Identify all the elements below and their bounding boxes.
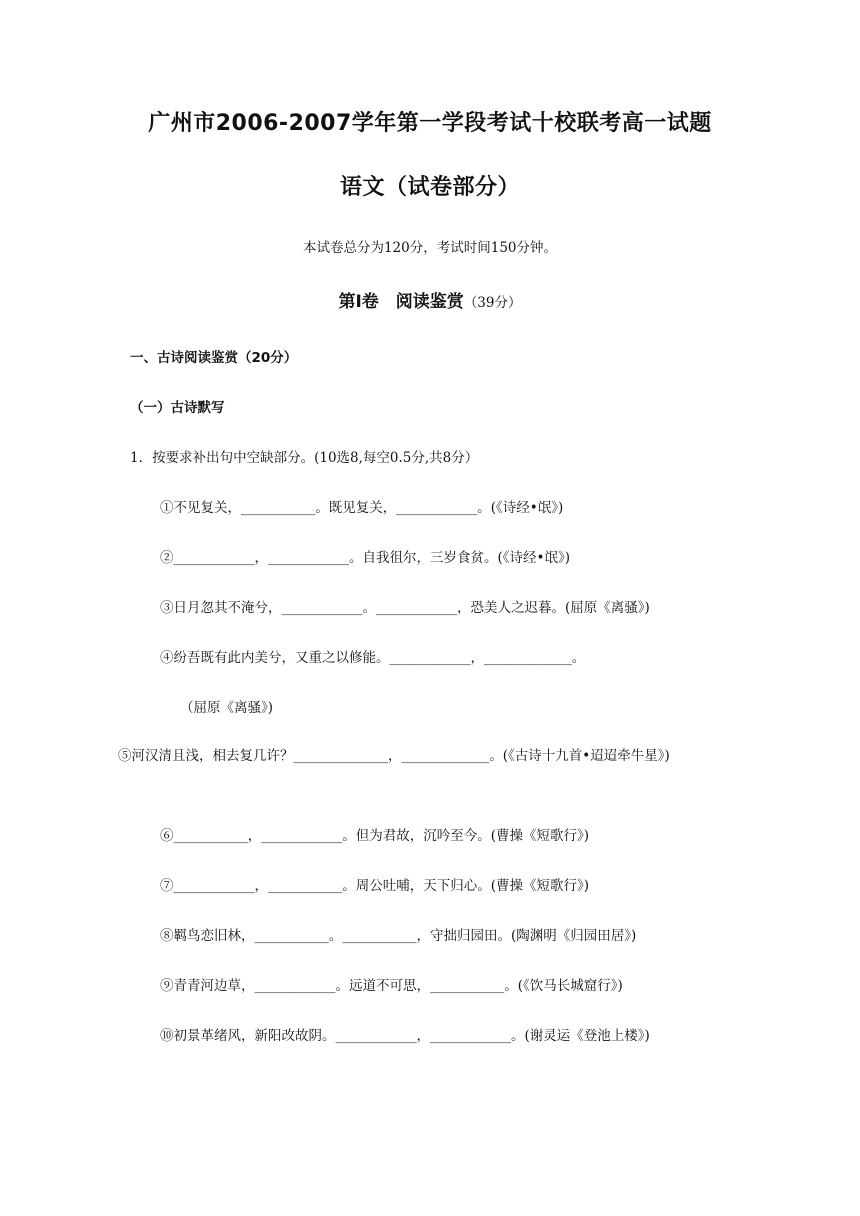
list-item: ⑩初景革绪风，新阳改故阴。____________，____________。(谢灵运《登池上楼》) (160, 1028, 650, 1044)
list-item: ⑥___________，____________。但为君故，沉吟至今。(曹操《短歌行》) (160, 828, 590, 844)
exam-subtitle: 语文（试卷部分） (339, 175, 520, 200)
part-one-heading: 一、古诗阅读鉴赏（20分） (130, 350, 298, 366)
list-item: ⑨青青河边草，____________。远道不可思，___________。(《饮马长城窟行》) (160, 978, 623, 994)
list-item: ⑤河汉清且浅，相去复几许？______________，_____________。(《古诗十九首•迢迢牵牛星》) (118, 748, 670, 764)
list-item: ②____________，____________。自我徂尔，三岁食贫。(《诗经•氓》) (160, 550, 570, 566)
exam-title: 广州市2006-2007学年第一学段考试十校联考高一试题 (148, 111, 712, 136)
question-1: 1．按要求补出句中空缺部分。(10选8,每空0.5分,共8分） (130, 450, 479, 466)
section-score: （39分） (463, 295, 522, 311)
exam-note: 本试卷总分为120分，考试时间150分钟。 (302, 240, 558, 256)
sub-heading: （一）古诗默写 (130, 400, 225, 416)
list-item: ③日月忽其不淹兮，____________。____________，恐美人之迟暮。(屈原《离骚》) (160, 600, 650, 616)
list-item: ⑦____________，___________。周公吐哺，天下归心。(曹操《短歌行》) (160, 878, 590, 894)
section-title: 第Ⅰ卷 阅读鉴赏 (338, 292, 464, 312)
list-item: ④纷吾既有此内美兮，又重之以修能。____________，_____________。 (160, 650, 586, 666)
list-item: （屈原《离骚》) (180, 700, 274, 716)
list-item: ①不见复关，___________。既见复关，____________。(《诗经•氓》) (160, 500, 564, 516)
list-item: ⑧羁鸟恋旧林，___________。___________，守拙归园田。(陶渊明《归园田居》) (160, 928, 637, 944)
section-heading (0, 287, 860, 312)
